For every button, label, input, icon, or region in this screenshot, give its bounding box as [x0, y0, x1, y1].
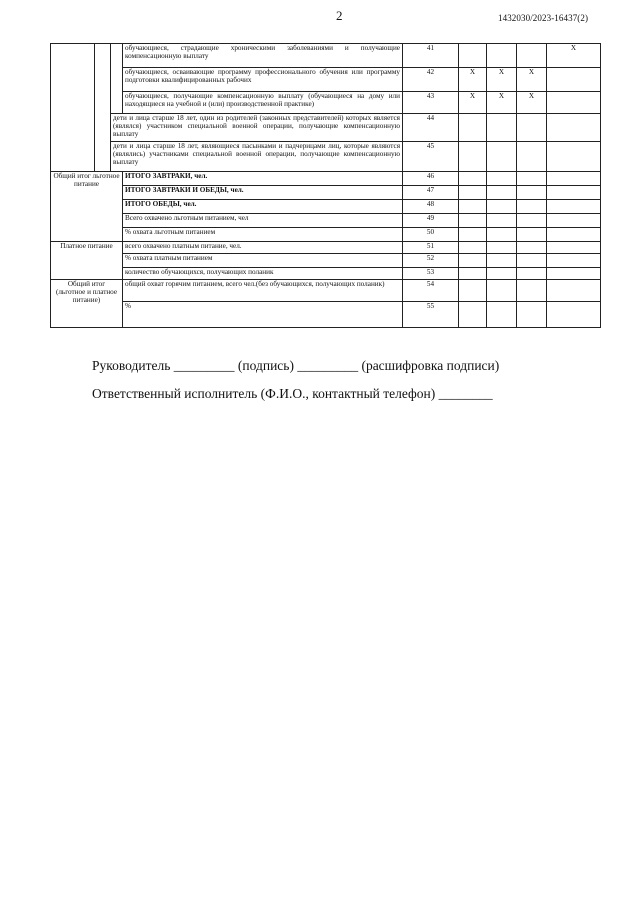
- cell-mark: [517, 114, 547, 142]
- cell-mark: X: [517, 68, 547, 92]
- row-label: обучающиеся, страдающие хроническими заболеваниями и получающие компенсационную выплату: [123, 44, 403, 68]
- cell-mark: [487, 268, 517, 280]
- cell-mark: [547, 142, 601, 172]
- cell-mark: [547, 302, 601, 328]
- cell-mark: X: [459, 68, 487, 92]
- cell-mark: [517, 280, 547, 302]
- cell-mark: [459, 142, 487, 172]
- table-row: [51, 200, 601, 214]
- row-number: 52: [403, 254, 459, 268]
- cell-mark: X: [459, 92, 487, 114]
- table-row: [51, 142, 601, 172]
- table-row: [51, 280, 601, 302]
- row-label: общий охват горячим питанием, всего чел.(без обучающихся, получающих поланик): [123, 280, 403, 302]
- row-number: 50: [403, 228, 459, 242]
- row-label: обучающиеся, осваивающие программу профессионального обучения или программу подготовки квалифицированных рабочих: [123, 68, 403, 92]
- cell-mark: [487, 142, 517, 172]
- row-number: 53: [403, 268, 459, 280]
- row-number: 46: [403, 172, 459, 186]
- cell-mark: [517, 254, 547, 268]
- table-row: [51, 214, 601, 228]
- row-label: обучающиеся, получающие компенсационную выплату (обучающиеся на дому или находящиеся на учебной и (или) производственной практике): [123, 92, 403, 114]
- cell-mark: [517, 228, 547, 242]
- cell-mark: [547, 172, 601, 186]
- group-label-total: Общий итог (льготное и платное питание): [51, 280, 123, 328]
- cell-mark: [459, 200, 487, 214]
- cell-mark: [547, 268, 601, 280]
- row-label: % охвата льготным питанием: [123, 228, 403, 242]
- report-table: [50, 43, 601, 328]
- row-label: Всего охвачено льготным питанием, чел: [123, 214, 403, 228]
- cell-mark: [517, 172, 547, 186]
- cell-mark: [487, 114, 517, 142]
- row-number: 49: [403, 214, 459, 228]
- cell-mark: [547, 114, 601, 142]
- row-label: ИТОГО ЗАВТРАКИ И ОБЕДЫ, чел.: [123, 186, 403, 200]
- cell-mark: [487, 242, 517, 254]
- table-row: [51, 92, 601, 114]
- cell-mark: [547, 214, 601, 228]
- cell-mark: [547, 280, 601, 302]
- table-row: [51, 114, 601, 142]
- cell-mark: [547, 254, 601, 268]
- row-number: 44: [403, 114, 459, 142]
- cell-mark: [487, 200, 517, 214]
- cell-mark: [459, 172, 487, 186]
- cell-mark: [459, 254, 487, 268]
- row-number: 42: [403, 68, 459, 92]
- cell-mark: [517, 44, 547, 68]
- cell-mark: [517, 268, 547, 280]
- row-label: ИТОГО ЗАВТРАКИ, чел.: [123, 172, 403, 186]
- row-number: 51: [403, 242, 459, 254]
- cell-mark: [517, 242, 547, 254]
- row-label: всего охвачено платным питание, чел.: [123, 242, 403, 254]
- cell-mark: [547, 242, 601, 254]
- row-number: 43: [403, 92, 459, 114]
- row-number: 54: [403, 280, 459, 302]
- cell-mark: [487, 214, 517, 228]
- row-number: 55: [403, 302, 459, 328]
- cell-mark: [547, 200, 601, 214]
- cell-mark: [517, 214, 547, 228]
- row-label: % охвата платным питанием: [123, 254, 403, 268]
- cell-mark: [459, 268, 487, 280]
- row-label: %: [123, 302, 403, 328]
- table-row: [51, 242, 601, 254]
- cell-mark: [487, 186, 517, 200]
- table-row: [51, 68, 601, 92]
- table-row: [51, 172, 601, 186]
- cell-mark: [459, 280, 487, 302]
- table-row: [51, 302, 601, 328]
- table-row: [51, 268, 601, 280]
- row-label: ИТОГО ОБЕДЫ, чел.: [123, 200, 403, 214]
- cell-mark: [517, 302, 547, 328]
- cell-mark: X: [487, 92, 517, 114]
- row-number: 48: [403, 200, 459, 214]
- signature-line-head: Руководитель _________ (подпись) _________ (расшифровка подписи): [92, 358, 500, 373]
- cell-mark: [547, 228, 601, 242]
- subgroup-cell-blank-2: [111, 44, 123, 114]
- cell-mark: [547, 92, 601, 114]
- cell-mark: [459, 214, 487, 228]
- group-cell-blank: [51, 44, 95, 172]
- cell-mark: X: [517, 92, 547, 114]
- cell-mark: [487, 44, 517, 68]
- cell-mark: [459, 114, 487, 142]
- cell-mark: [547, 68, 601, 92]
- cell-mark: X: [487, 68, 517, 92]
- cell-mark: [487, 228, 517, 242]
- cell-mark: [459, 302, 487, 328]
- table-row: [51, 228, 601, 242]
- row-label: дети и лица старше 18 лет, один из родителей (законных представителей) которых является (являлся) участником специальной военной операции, получающие компенсационную выплату: [111, 114, 403, 142]
- table-row: [51, 186, 601, 200]
- row-number: 45: [403, 142, 459, 172]
- signature-line-responsible: Ответственный исполнитель (Ф.И.О., контактный телефон) ________: [92, 386, 493, 401]
- cell-mark: [487, 254, 517, 268]
- cell-mark: [517, 200, 547, 214]
- cell-mark: [487, 280, 517, 302]
- row-number: 47: [403, 186, 459, 200]
- group-label-paid: Платное питание: [51, 242, 123, 280]
- cell-mark: [547, 186, 601, 200]
- table-row: [51, 44, 601, 68]
- document-number: 1432030/2023-16437(2): [498, 13, 589, 23]
- group-label-benefit: Общий итог льготное питание: [51, 172, 123, 242]
- table-row: [51, 254, 601, 268]
- cell-mark: [459, 228, 487, 242]
- cell-mark: [459, 44, 487, 68]
- subgroup-cell-blank: [95, 44, 111, 172]
- page-number: 2: [336, 8, 343, 23]
- cell-mark: [459, 186, 487, 200]
- cell-mark: [517, 186, 547, 200]
- cell-mark: [487, 172, 517, 186]
- cell-mark: [517, 142, 547, 172]
- row-number: 41: [403, 44, 459, 68]
- row-label: дети и лица старше 18 лет, являющиеся пасынками и падчерицами лиц, которые являются (являлись) участниками специальной военной операции, получающие компенсационную выплату: [111, 142, 403, 172]
- cell-mark: [487, 302, 517, 328]
- cell-mark: X: [547, 44, 601, 68]
- cell-mark: [459, 242, 487, 254]
- row-label: количество обучающихся, получающих поланик: [123, 268, 403, 280]
